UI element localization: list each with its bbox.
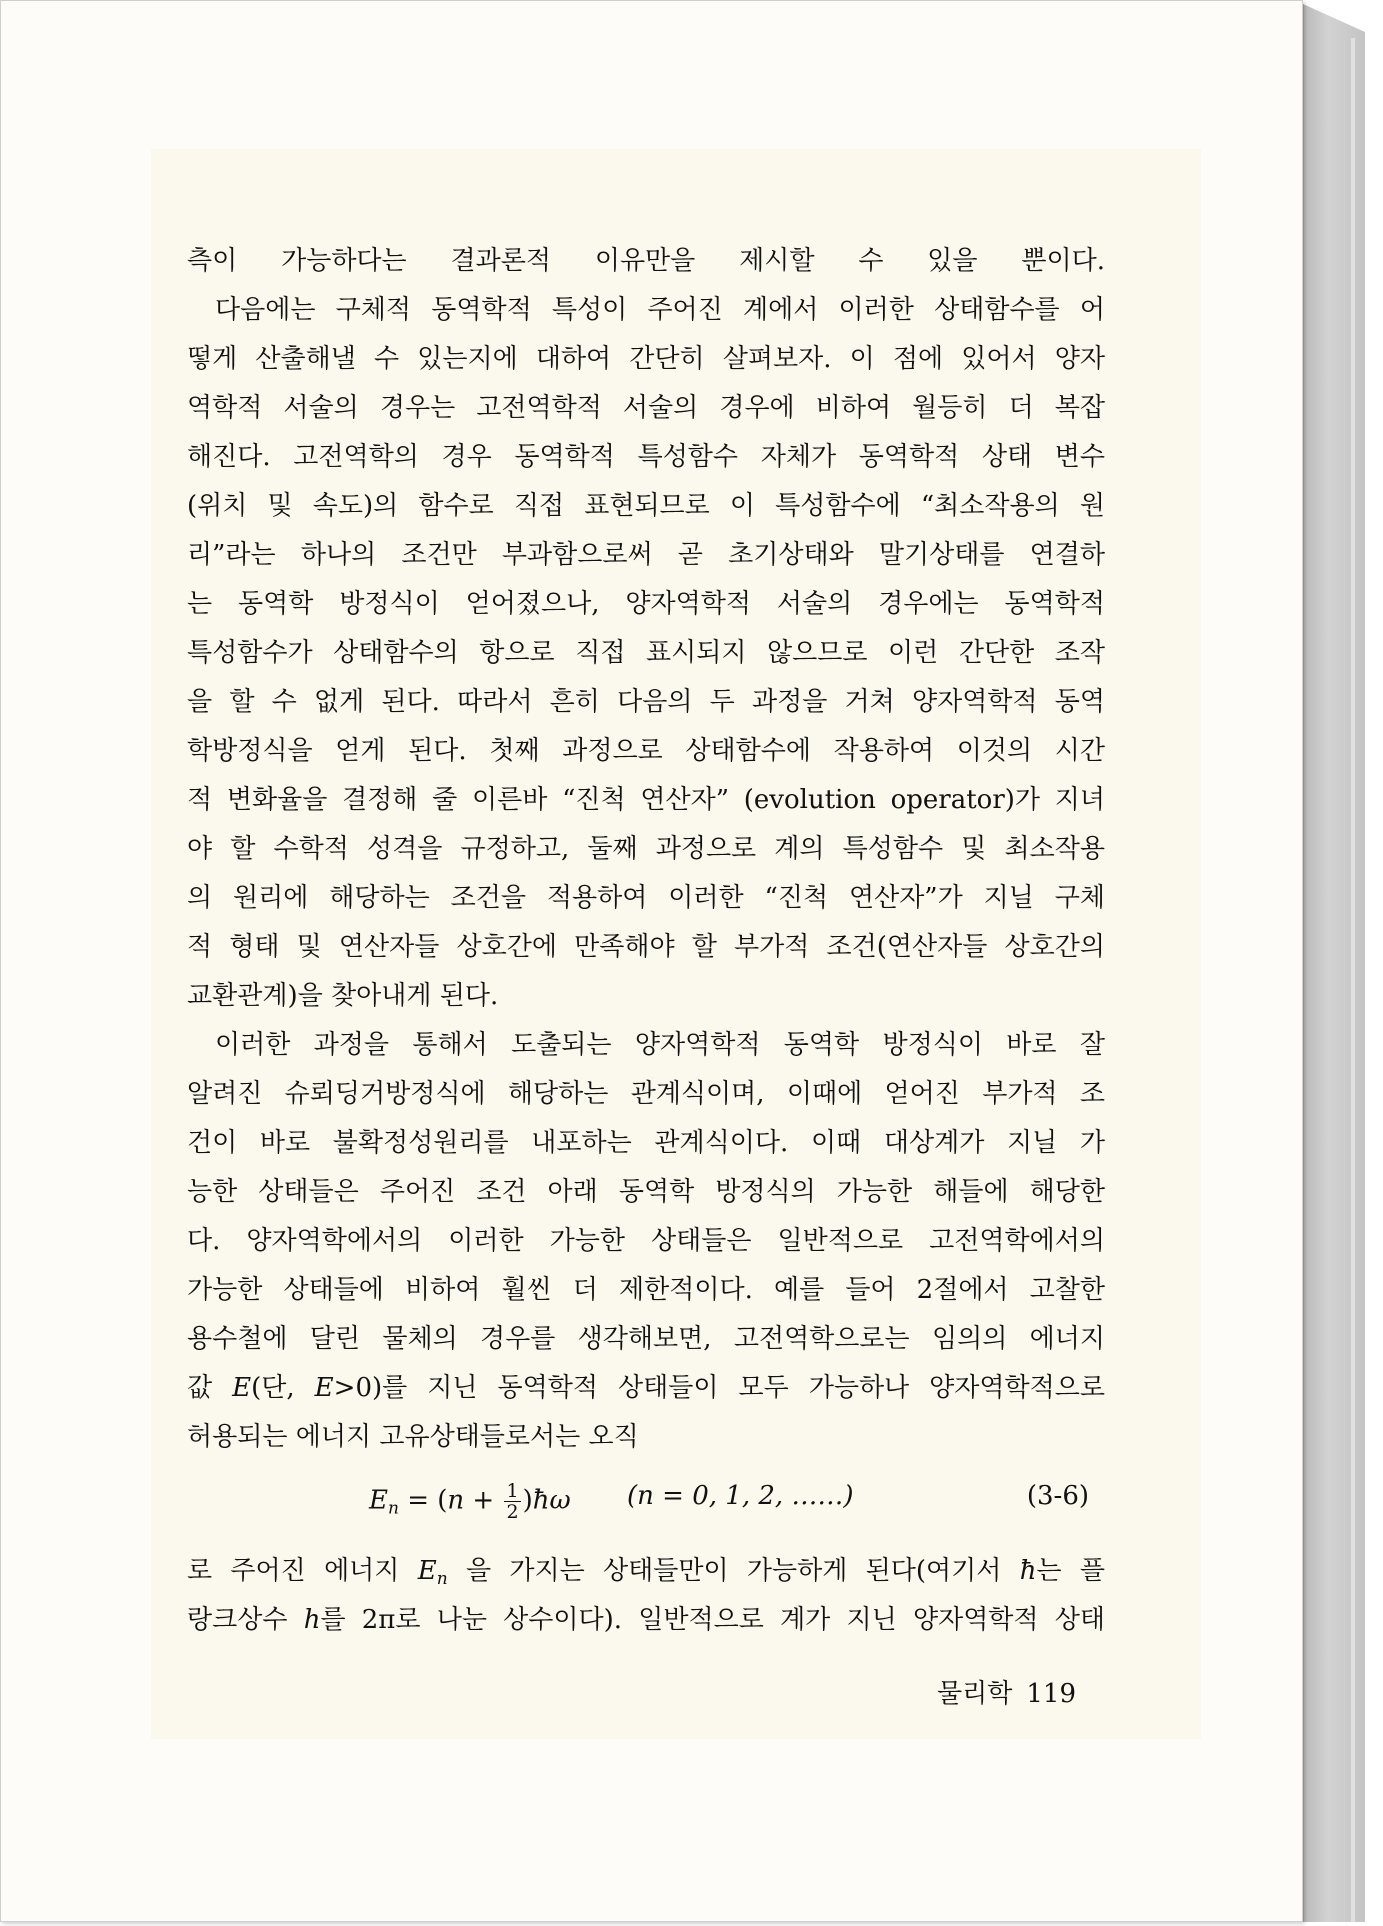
page-footer (937, 1673, 1076, 1710)
text-line: 야 할 수학적 성격을 규정하고, 둘째 과정으로 계의 특성함수 및 최소작용 (187, 834, 1105, 864)
text-line: 측이 가능하다는 결과론적 이유만을 제시할 수 있을 뿐이다. (187, 246, 1105, 276)
page-stack-edge (1303, 4, 1365, 1922)
body-text-lower (187, 1547, 1105, 1645)
text-line: 특성함수가 상태함수의 항으로 직접 표시되지 않으므로 이런 간단한 조작 (187, 638, 1105, 668)
text-line: 이러한 과정을 통해서 도출되는 양자역학적 동역학 방정식이 바로 잘 (215, 1030, 1105, 1060)
fraction: $\frac{1}{2}$ (506, 1480, 519, 1523)
text-line: 용수철에 달린 물체의 경우를 생각해보면, 고전역학으로는 임의의 에너지 (187, 1324, 1105, 1354)
text-line-energy: 값 E(단, E>0)를 지닌 동역학적 상태들이 모두 가능하나 양자역학적으로 (187, 1373, 1105, 1403)
equation-expression: $E_n = (n$ + $\frac{1}{2}$ )ħω (369, 1480, 571, 1523)
body-text-upper (187, 237, 1105, 1462)
text-line: 로 주어진 에너지 $E_n$ 을 가지는 상태들만이 가능하게 된다(여기서 ħ는 플 (187, 1556, 1105, 1589)
equation-number: (3-6) (1026, 1481, 1089, 1511)
text-line: 건이 바로 불확정성원리를 내포하는 관계식이다. 이때 대상계가 지닐 가 (187, 1128, 1105, 1158)
text-line: 교환관계)을 찾아내게 된다. (187, 981, 499, 1011)
text-line: 랑크상수 h를 2π로 나눈 상수이다). 일반적으로 계가 지닌 양자역학적 상태 (187, 1605, 1105, 1635)
page-number: 119 (1026, 1679, 1076, 1709)
text-line: 적 형태 및 연산자들 상호간에 만족해야 할 부가적 조건(연산자들 상호간의 (187, 932, 1105, 962)
text-line: 리”라는 하나의 조건만 부과함으로써 곧 초기상태와 말기상태를 연결하 (187, 540, 1105, 570)
text-line: 는 동역학 방정식이 얻어졌으나, 양자역학적 서술의 경우에는 동역학적 (187, 589, 1105, 619)
text-line: (위치 및 속도)의 함수로 직접 표현되므로 이 특성함수에 “최소작용의 원 (187, 491, 1105, 521)
text-line: 알려진 슈뢰딩거방정식에 해당하는 관계식이며, 이때에 얻어진 부가적 조 (187, 1079, 1105, 1109)
text-line: 허용되는 에너지 고유상태들로서는 오직 (187, 1422, 639, 1452)
text-line: 해진다. 고전역학의 경우 동역학적 특성함수 자체가 동역학적 상태 변수 (187, 442, 1105, 472)
text-line: 학방정식을 얻게 된다. 첫째 과정으로 상태함수에 작용하여 이것의 시간 (187, 736, 1105, 766)
text-line: 가능한 상태들에 비하여 훨씬 더 제한적이다. 예를 들어 2절에서 고찰한 (187, 1275, 1105, 1305)
text-line: 떻게 산출해낼 수 있는지에 대하여 간단히 살펴보자. 이 점에 있어서 양자 (187, 344, 1105, 374)
text-line: 의 원리에 해당하는 조건을 적용하여 이러한 “진척 연산자”가 지닐 구체 (187, 883, 1105, 913)
text-line: 역학적 서술의 경우는 고전역학적 서술의 경우에 비하여 월등히 더 복잡 (187, 393, 1105, 423)
text-line: 을 할 수 없게 된다. 따라서 흔히 다음의 두 과정을 거쳐 양자역학적 동역 (187, 687, 1105, 717)
text-line: 다음에는 구체적 동역학적 특성이 주어진 계에서 이러한 상태함수를 어 (215, 295, 1105, 325)
equation-3-6 (369, 1471, 1089, 1533)
text-line: 다. 양자역학에서의 이러한 가능한 상태들은 일반적으로 고전역학에서의 (187, 1226, 1105, 1256)
text-line: 능한 상태들은 주어진 조건 아래 동역학 방정식의 가능한 해들에 해당한 (187, 1177, 1105, 1207)
running-section-title: 물리학 (937, 1679, 1013, 1709)
equation-condition: (n = 0, 1, 2, ……) (627, 1481, 854, 1511)
text-line: 적 변화율을 결정해 줄 이른바 “진척 연산자” (evolution operator)가 지녀 (187, 785, 1105, 815)
